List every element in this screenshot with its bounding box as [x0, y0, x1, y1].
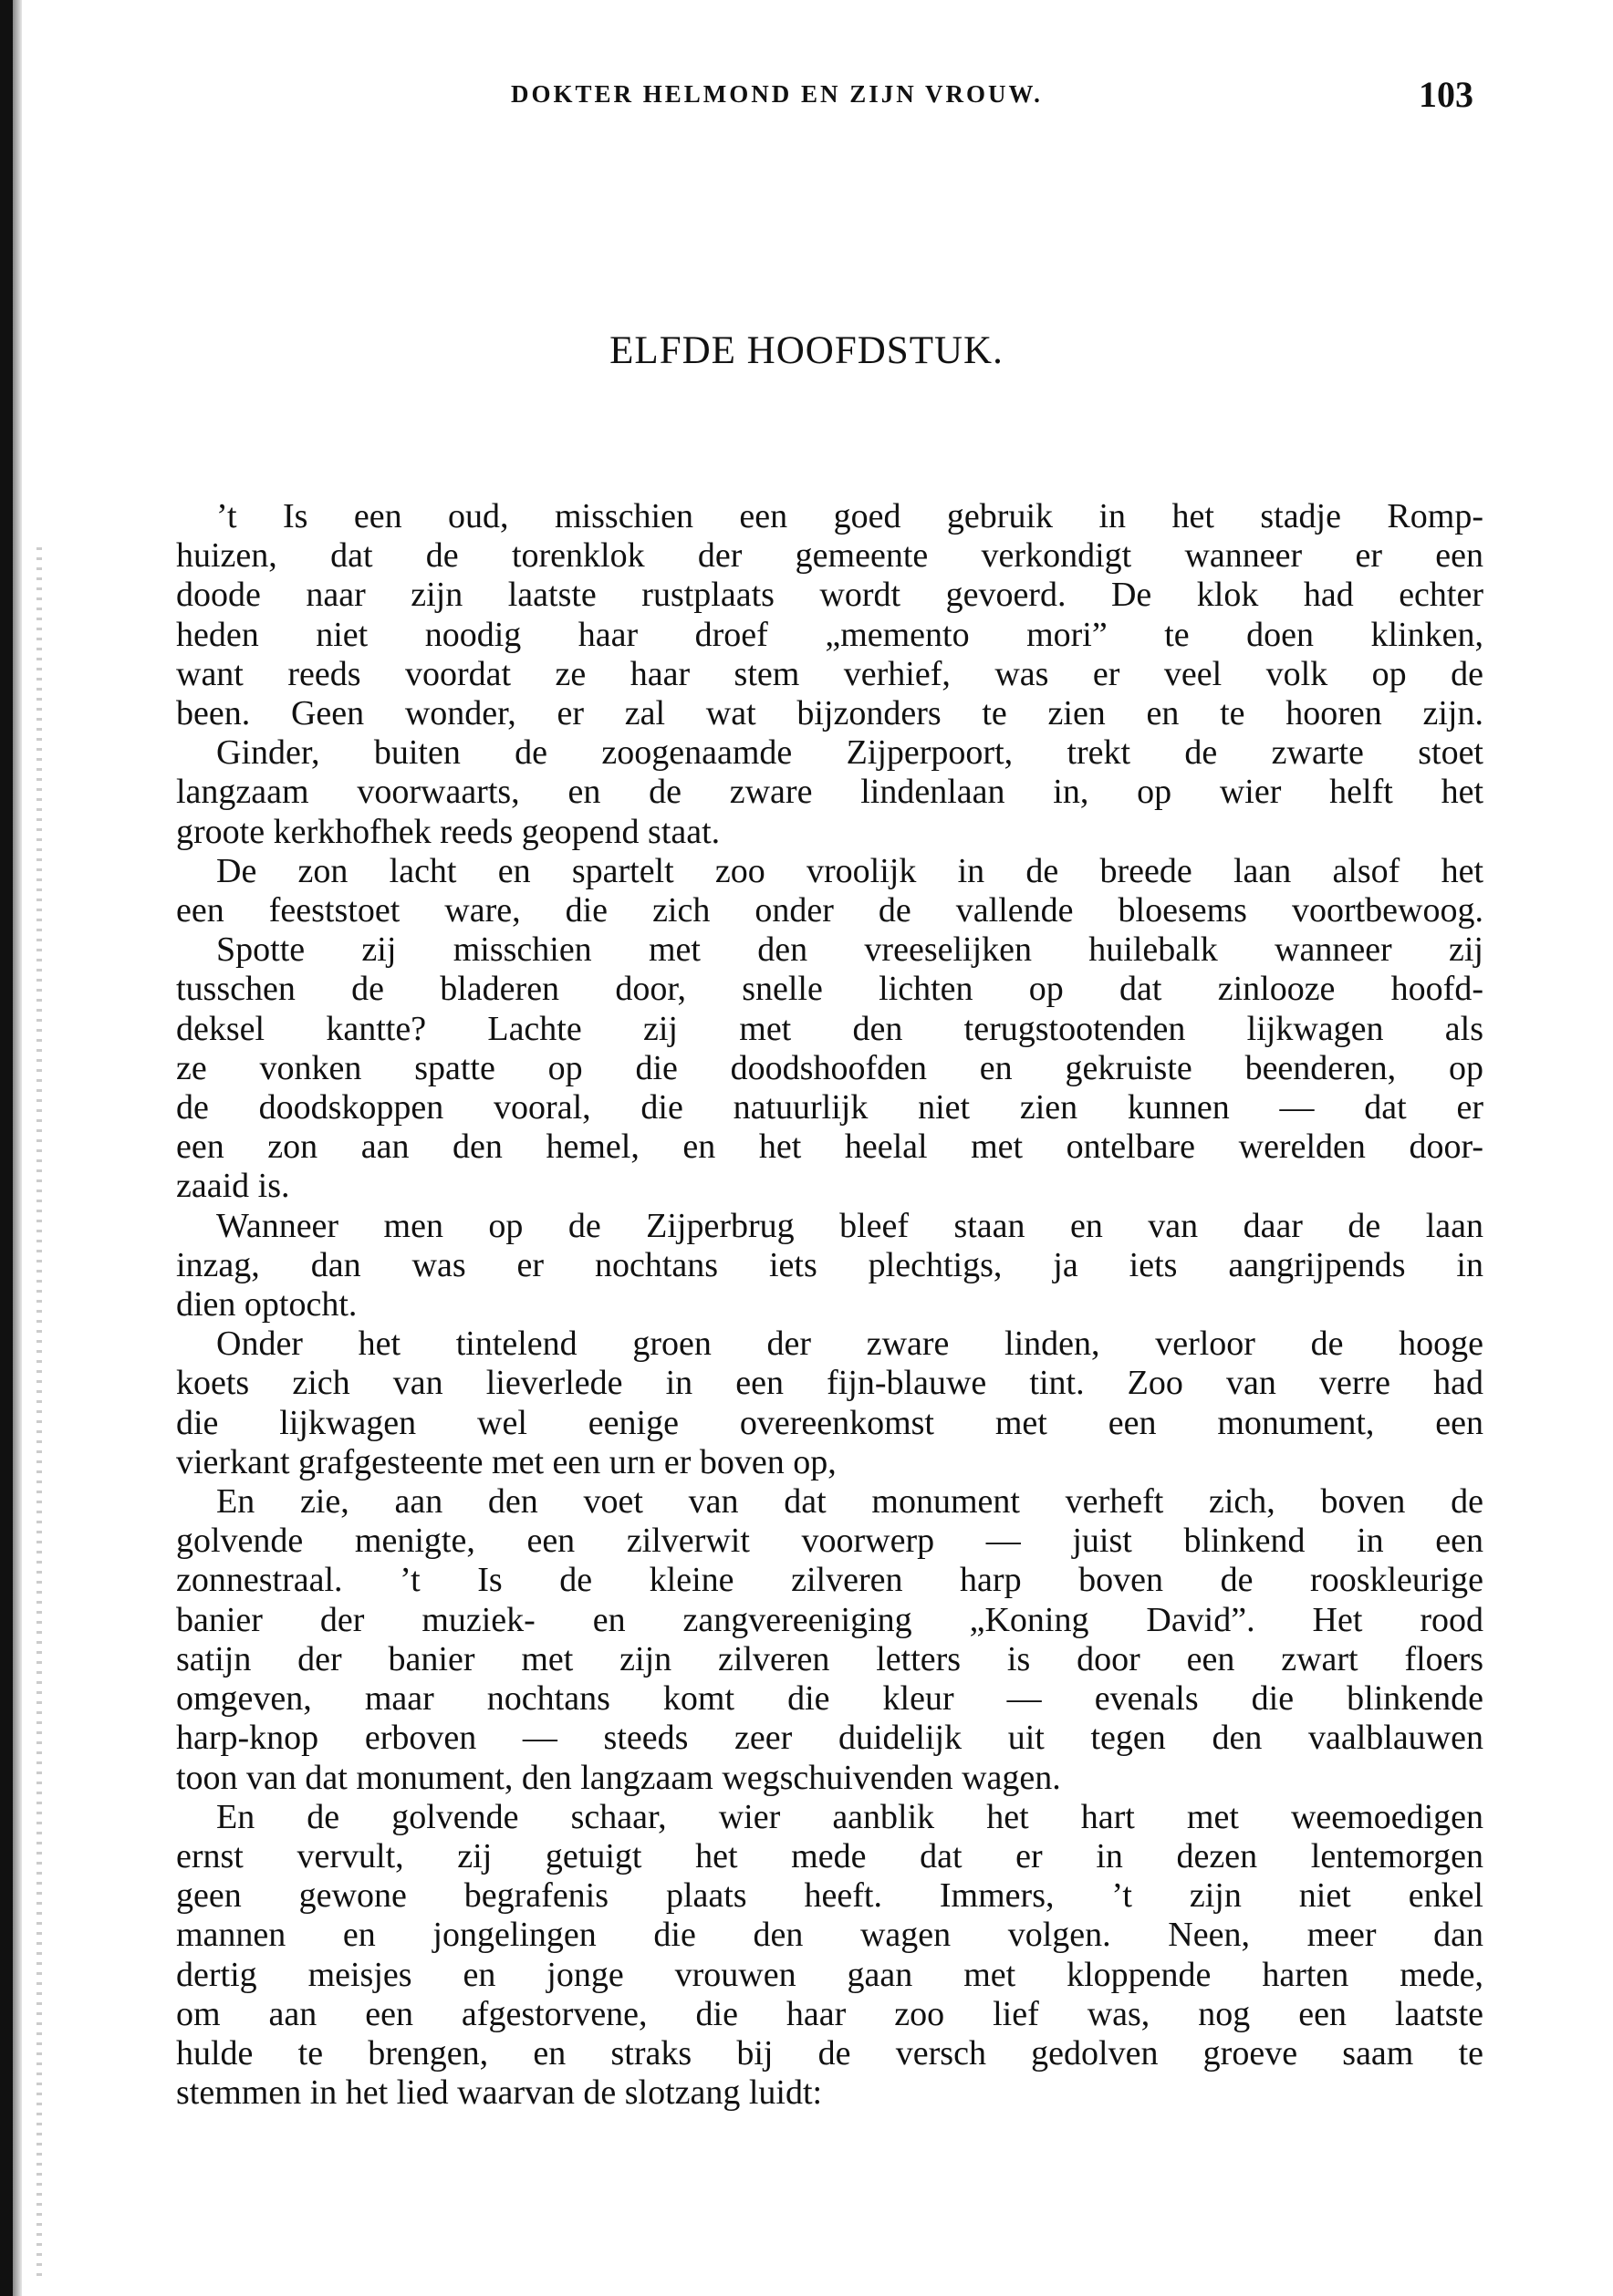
text-line: doode naar zijn laatste rustplaats wordt gevoerd. De klok had echter — [176, 576, 1483, 615]
text-line: omgeven, maar nochtans komt die kleur — evenals die blinkende — [176, 1679, 1483, 1719]
text-line: harp-knop erboven — steeds zeer duidelijk uit tegen den vaalblauwen — [176, 1719, 1483, 1758]
text-line: dien optocht. — [176, 1285, 358, 1325]
text-line: stemmen in het lied waarvan de slotzang luidt: — [176, 2073, 823, 2113]
text-line: banier der muziek- en zangvereeniging „Koning David”. Het rood — [176, 1600, 1483, 1639]
text-line: hulde te brengen, en straks bij de versch gedolven groeve saam te — [176, 2033, 1483, 2073]
text-line: geen gewone begrafenis plaats heeft. Immers, ’t zijn niet enkel — [176, 1876, 1483, 1916]
text-line: Onder het tintelend groen der zware linden, verloor de hooge — [216, 1325, 1483, 1364]
text-line: een zon aan den hemel, en het heelal met ontelbare werelden door- — [176, 1127, 1483, 1167]
text-line: satijn der banier met zijn zilveren letters is door een zwart floers — [176, 1639, 1483, 1678]
text-line: want reeds voordat ze haar stem verhief, was er veel volk op de — [176, 654, 1483, 693]
text-line: golvende menigte, een zilverwit voorwerp — juist blinkend in een — [176, 1522, 1483, 1561]
text-line: dertig meisjes en jonge vrouwen gaan met kloppende harten mede, — [176, 1955, 1483, 1994]
text-line: vierkant grafgesteente met een urn er boven op, — [176, 1442, 837, 1481]
text-line: En zie, aan den voet van dat monument verheft zich, boven de — [216, 1482, 1483, 1522]
text-line: Wanneer men op de Zijperbrug bleef staan en van daar de laan — [216, 1206, 1483, 1245]
text-line: om aan een afgestorvene, die haar zoo lief was, nog een laatste — [176, 1994, 1483, 2033]
text-line: heden niet noodig haar droef „memento mori” te doen klinken, — [176, 615, 1483, 654]
running-header-title: DOKTER HELMOND EN ZIJN VROUW. — [511, 80, 1043, 108]
text-line: koets zich van lieverlede in een fijn-blauwe tint. Zoo van verre had — [176, 1364, 1483, 1403]
text-line: de doodskoppen vooral, die natuurlijk niet zien kunnen — dat er — [176, 1088, 1483, 1127]
text-line: een feeststoet ware, die zich onder de vallende bloesems voortbewoog. — [176, 891, 1483, 930]
text-line: tusschen de bladeren door, snelle lichten op dat zinlooze hoofd- — [176, 970, 1483, 1009]
text-line: huizen, dat de torenklok der gemeente verkondigt wanneer er een — [176, 536, 1483, 576]
page-number: 103 — [1419, 74, 1473, 115]
text-line: zonnestraal. ’t Is de kleine zilveren harp boven de rooskleurige — [176, 1561, 1483, 1600]
chapter-title: ELFDE HOOFDSTUK. — [609, 329, 1004, 372]
text-line: been. Geen wonder, er zal wat bijzonders te zien en te hooren zijn. — [176, 694, 1483, 733]
text-line: inzag, dan was er nochtans iets plechtigs, ja iets aangrijpends in — [176, 1245, 1483, 1284]
text-line: groote kerkhofhek reeds geopend staat. — [176, 812, 721, 851]
text-line: De zon lacht en spartelt zoo vroolijk in de breede laan alsof het — [216, 851, 1483, 890]
text-line: deksel kantte? Lachte zij met den terugstootenden lijkwagen als — [176, 1009, 1483, 1048]
text-line: En de golvende schaar, wier aanblik het hart met weemoedigen — [216, 1797, 1483, 1836]
text-line: ernst vervult, zij getuigt het mede dat er in dezen lentemorgen — [176, 1836, 1483, 1875]
text-line: die lijkwagen wel eenige overeenkomst met een monument, een — [176, 1403, 1483, 1442]
text-line: Spotte zij misschien met den vreeselijken huilebalk wanneer zij — [216, 930, 1483, 970]
text-line: ze vonken spatte op die doodshoofden en gekruiste beenderen, op — [176, 1048, 1483, 1087]
scan-edge-noise — [36, 547, 42, 2280]
body-text — [176, 497, 1483, 2113]
text-line: Ginder, buiten de zoogenaamde Zijperpoort, trekt de zwarte stoet — [216, 733, 1483, 773]
text-line: langzaam voorwaarts, en de zware lindenlaan in, op wier helft het — [176, 773, 1483, 812]
text-line: zaaid is. — [176, 1167, 290, 1206]
text-line: toon van dat monument, den langzaam wegschuivenden wagen. — [176, 1758, 1061, 1797]
text-line: ’t Is een oud, misschien een goed gebruik in het stadje Romp- — [216, 497, 1483, 535]
text-line: mannen en jongelingen die den wagen volgen. Neen, meer dan — [176, 1916, 1483, 1955]
